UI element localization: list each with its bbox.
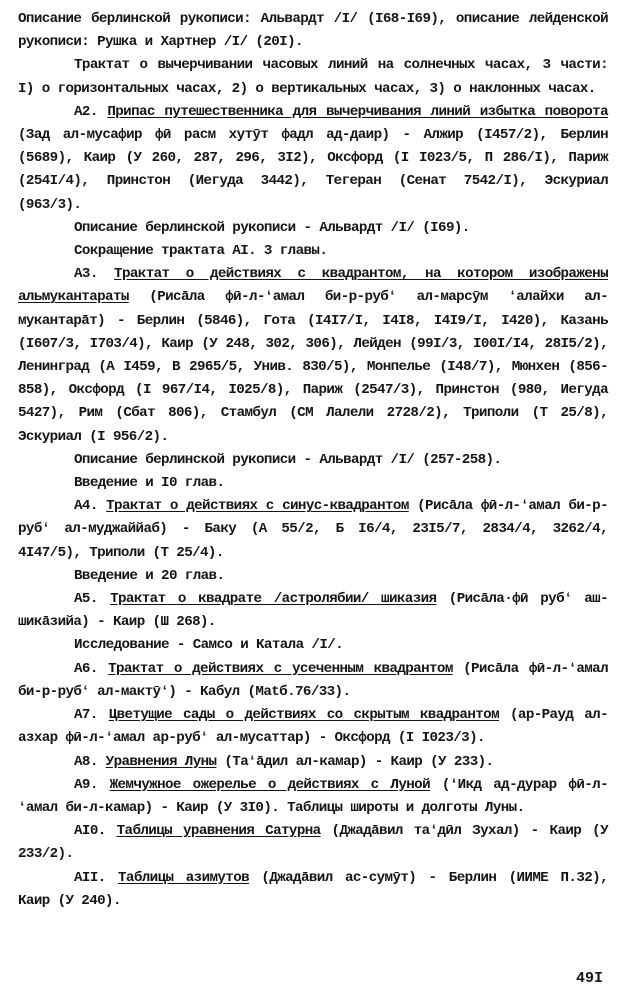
entry-title: Трактат о действиях с синус-квадрантом xyxy=(106,498,409,515)
entry-details: (Рисāла·фӣ рубʻ аш-шикāзийа) - Каир (Ш 268). xyxy=(18,591,609,631)
paragraph xyxy=(18,472,608,495)
paragraph xyxy=(18,565,608,588)
paragraph xyxy=(18,217,608,240)
entry-details: (Зад ал-мусафир фӣ расм хутӯт фадл ад-даир) - Алжир (I457/2), Берлин (5689), Каир (У 260, 287, 296, 3I2), Оксфорд (I I023/5, П 286/I), Париж (254I/4), Принстон (Иегуда 3442), Тегеран (Сенат 7542/I), Эскуриал (963/3). xyxy=(18,127,608,213)
entry-details: (Рисāла фӣ-л-ʻамал би-р-рубʻ ал-марсӯм ʻалайхи ал-мукантарāт) - Берлин (5846), Гота (I4I7/I, I4I8, I4I9/I, I420), Казань (I607/3, I703/4), Каир (У 248, 302, 306), Лейден (99I/3, I00I/I4, 28I5/2), Ленинград (А I459, В 2965/5, Унив. 830/5), Монпелье (I48/7), Мюнхен (856-858), Оксфорд (I 967/I4, I025/8), Париж (2547/3), Принстон (980, Иегуда 5427), Рим (Сбат 806), Стамбул (СМ Лалели 2728/2), Триполи (Т 25/8), Эскуриал (I 956/2). xyxy=(18,289,608,445)
paragraph-text: Описание берлинской рукописи - Альвардт /I/ (I69). xyxy=(74,219,470,236)
paragraph-text: Сокращение трактата AI. 3 главы. xyxy=(74,243,328,260)
page-number: 49I xyxy=(575,970,603,987)
paragraph xyxy=(18,8,608,54)
entry-code: А5. xyxy=(74,591,111,608)
entry-title: Уравнения Луны xyxy=(105,753,217,770)
entry-code: А6. xyxy=(74,660,109,677)
entry-code: АII. xyxy=(74,869,118,886)
entry-code: А8. xyxy=(74,753,106,770)
paragraph-text: Трактат о вычерчивании часовых линий на солнечных часах, 3 части: I) о горизонтальных часах, 2) о вертикальных часах, 3) о наклонных часах. xyxy=(18,57,608,97)
paragraph-text: Описание берлинской рукописи - Альвардт /I/ (257-258). xyxy=(74,451,502,468)
entry-code: АI0. xyxy=(74,823,117,840)
paragraph xyxy=(18,240,608,263)
entry-a4 xyxy=(18,495,608,565)
entry-a8 xyxy=(18,751,608,774)
paragraph xyxy=(18,449,608,472)
entry-a7 xyxy=(18,704,608,750)
paragraph-text: Исследование - Самсо и Катала /I/. xyxy=(74,637,344,654)
entry-details: (ʻИкд ад-дурар фӣ-л-ʻамал би-л-камар) - Каир (У 3I0). Таблицы широты и долготы Луны. xyxy=(18,776,608,816)
entry-a9 xyxy=(18,774,608,820)
entry-title: Таблицы азимутов xyxy=(118,869,250,886)
entry-a5 xyxy=(18,588,608,634)
entry-details: (Джадāвил таʻдӣл Зухал) - Каир (У 233/2). xyxy=(18,823,608,863)
paragraph-text: Описание берлинской рукописи: Альвардт /I/ (I68-I69), описание лейденской рукописи: Рушка и Хартнер /I/ (20I). xyxy=(18,11,608,51)
entry-title: Трактат о действиях с квадрантом, на котором изображены альмукантараты xyxy=(18,266,609,306)
entry-a3 xyxy=(18,263,608,449)
entry-title: Цветущие сады о действиях со скрытым квадрантом xyxy=(108,707,500,724)
entry-details: (Джадāвил ас-сумӯт) - Берлин (ИИМЕ П.32), Каир (У 240). xyxy=(18,869,609,909)
entry-title: Таблицы уравнения Сатурна xyxy=(116,823,321,840)
paragraph-text: Введение и 20 глав. xyxy=(74,567,225,584)
entry-details: (Таʻāдил ал-камар) - Каир (У 233). xyxy=(216,753,494,770)
entry-details: (ар-Рауд ал-азхар фӣ-л-ʻамал ар-рубʻ ал-мусаттар) - Оксфорд (I I023/3). xyxy=(18,707,609,747)
paragraph xyxy=(18,54,608,100)
entry-code: А7. xyxy=(74,707,109,724)
entry-a6 xyxy=(18,658,608,704)
body-text xyxy=(18,8,608,913)
entry-code: А9. xyxy=(74,776,110,793)
entry-details: (Рисāла фӣ-л-ʻамал би-р-рубʻ ал-мактӯʻ) - Кабул (Маtб.76/33). xyxy=(18,660,608,700)
entry-code: А3. xyxy=(74,266,115,283)
entry-title: Трактат о действиях с усеченным квадрантом xyxy=(108,660,453,677)
paragraph-text: Введение и I0 глав. xyxy=(74,475,225,492)
entry-a10 xyxy=(18,820,608,866)
entry-code: А4. xyxy=(74,498,107,515)
entry-a11 xyxy=(18,867,608,913)
entry-title: Трактат о квадрате /астролябии/ шиказия xyxy=(110,591,437,608)
entry-title: Жемчужное ожерелье о действиях с Луной xyxy=(109,776,430,793)
entry-code: А2. xyxy=(74,103,108,120)
entry-details: (Рисāла фӣ-л-ʻамал би-р-рубʻ ал-муджаййаб) - Баку (А 55/2, Б I6/4, 23I5/7, 2834/4, 3262/4, 4I47/5), Триполи (Т 25/4). xyxy=(18,498,608,561)
entry-a2 xyxy=(18,101,608,217)
entry-title: Припас путешественника для вычерчивания линий избытка поворота xyxy=(107,103,608,120)
paragraph xyxy=(18,634,608,657)
